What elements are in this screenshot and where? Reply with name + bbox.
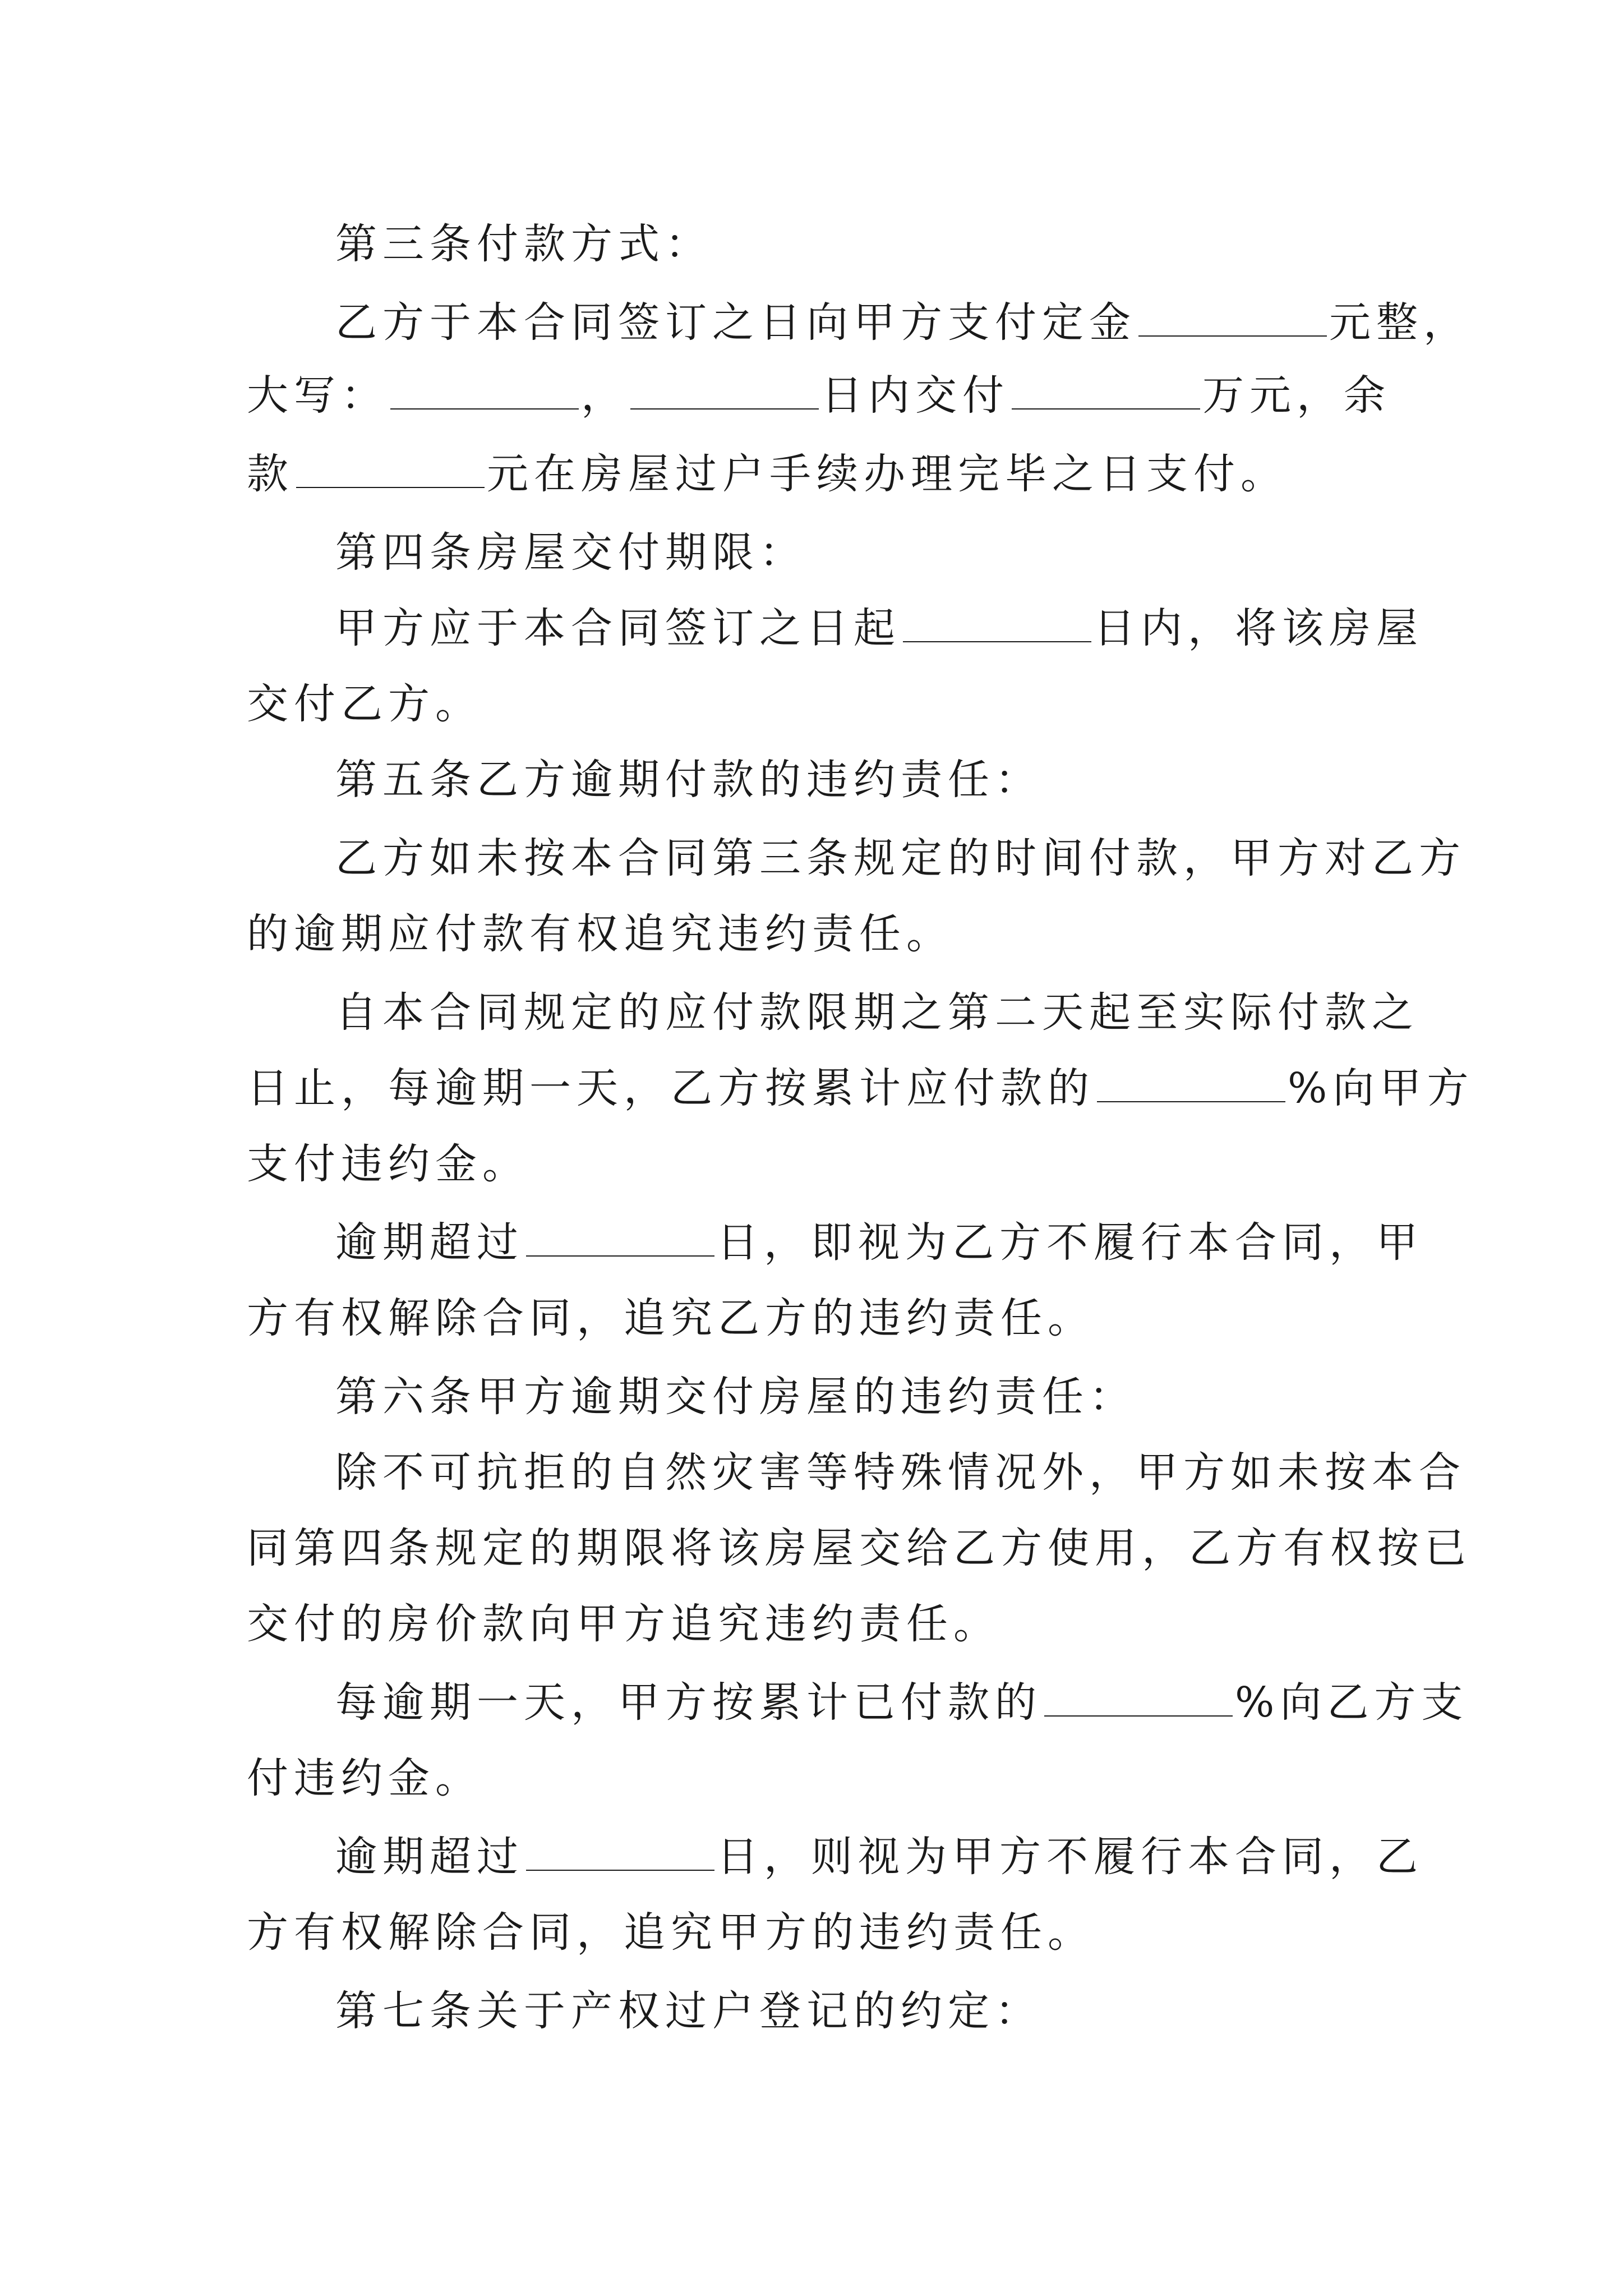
text: 日内，将该房屋	[1094, 604, 1423, 652]
article-7-heading	[335, 1983, 1042, 2039]
text: 第五条乙方逾期付款的违约责任：	[335, 756, 1042, 804]
text: 大写：	[247, 371, 388, 420]
text: 付违约金。	[247, 1754, 482, 1802]
paragraph-line	[335, 1829, 1423, 1885]
text: 第四条房屋交付期限：	[335, 528, 806, 577]
text: 逾期超过	[335, 1833, 524, 1881]
text: 元整，	[1329, 298, 1470, 347]
text: 同第四条规定的期限将该房屋交给乙方使用，乙方有权按已	[247, 1524, 1472, 1572]
fill-blank	[1044, 1680, 1233, 1717]
text: %向甲方	[1288, 1064, 1474, 1112]
text: 第七条关于产权过户登记的约定：	[335, 1987, 1042, 2035]
fill-blank	[630, 372, 819, 409]
text: %向乙方支	[1235, 1678, 1469, 1727]
text: 除不可抗拒的自然灾害等特殊情况外，甲方如未按本合	[335, 1448, 1466, 1497]
paragraph-line	[335, 984, 1419, 1041]
text: 第三条付款方式：	[335, 220, 712, 268]
text: 交付的房价款向甲方追究违约责任。	[247, 1600, 1000, 1648]
text: 日止，每逾期一天，乙方按累计应付款的	[247, 1064, 1095, 1112]
text: 支付违约金。	[247, 1140, 529, 1188]
fill-blank	[526, 1834, 714, 1871]
fill-blank	[390, 372, 579, 409]
paragraph-line	[247, 1520, 1472, 1576]
article-5-heading	[335, 752, 1042, 808]
text: 自本合同规定的应付款限期之第二天起至实际付款之	[335, 988, 1419, 1037]
paragraph-line	[335, 295, 1470, 351]
text: 日内交付	[821, 371, 1009, 420]
paragraph-line	[247, 1596, 1000, 1652]
paragraph-line	[335, 1674, 1469, 1731]
paragraph-line	[247, 676, 482, 732]
text: 乙方于本合同签订之日向甲方支付定金	[335, 298, 1136, 347]
text: 万元，余	[1202, 371, 1391, 420]
fill-blank	[1138, 300, 1327, 337]
paragraph-line	[247, 1060, 1474, 1116]
text: 乙方如未按本合同第三条规定的时间付款，甲方对乙方	[335, 834, 1466, 882]
fill-blank	[1012, 372, 1200, 409]
fill-blank	[526, 1220, 714, 1257]
text: 每逾期一天，甲方按累计已付款的	[335, 1678, 1042, 1727]
fill-blank	[903, 605, 1091, 642]
text: ，	[581, 371, 628, 420]
paragraph-line	[247, 1904, 1095, 1961]
paragraph-line	[247, 1750, 482, 1806]
text: 款	[247, 450, 294, 498]
paragraph-line	[247, 1136, 529, 1192]
text: 日，则视为甲方不履行本合同，乙	[717, 1833, 1423, 1881]
text: 逾期超过	[335, 1218, 524, 1267]
paragraph-line	[247, 446, 1288, 502]
text: 的逾期应付款有权追究违约责任。	[247, 910, 953, 958]
paragraph-line	[247, 906, 953, 962]
fill-blank	[1097, 1065, 1285, 1102]
paragraph-line	[247, 1290, 1095, 1346]
text: 交付乙方。	[247, 680, 482, 728]
article-6-heading	[335, 1369, 1136, 1425]
text: 方有权解除合同，追究乙方的违约责任。	[247, 1294, 1095, 1342]
paragraph-line	[335, 600, 1423, 656]
text: 第六条甲方逾期交付房屋的违约责任：	[335, 1373, 1136, 1421]
paragraph-line	[335, 830, 1466, 886]
article-4-heading	[335, 524, 806, 581]
fill-blank	[296, 451, 485, 488]
paragraph-line	[247, 367, 1391, 424]
text: 方有权解除合同，追究甲方的违约责任。	[247, 1908, 1095, 1957]
article-3-heading	[335, 216, 712, 272]
text: 甲方应于本合同签订之日起	[335, 604, 901, 652]
text: 日，即视为乙方不履行本合同，甲	[717, 1218, 1423, 1267]
paragraph-line	[335, 1444, 1466, 1501]
text: 元在房屋过户手续办理完毕之日支付。	[487, 450, 1288, 498]
paragraph-line	[335, 1214, 1423, 1271]
